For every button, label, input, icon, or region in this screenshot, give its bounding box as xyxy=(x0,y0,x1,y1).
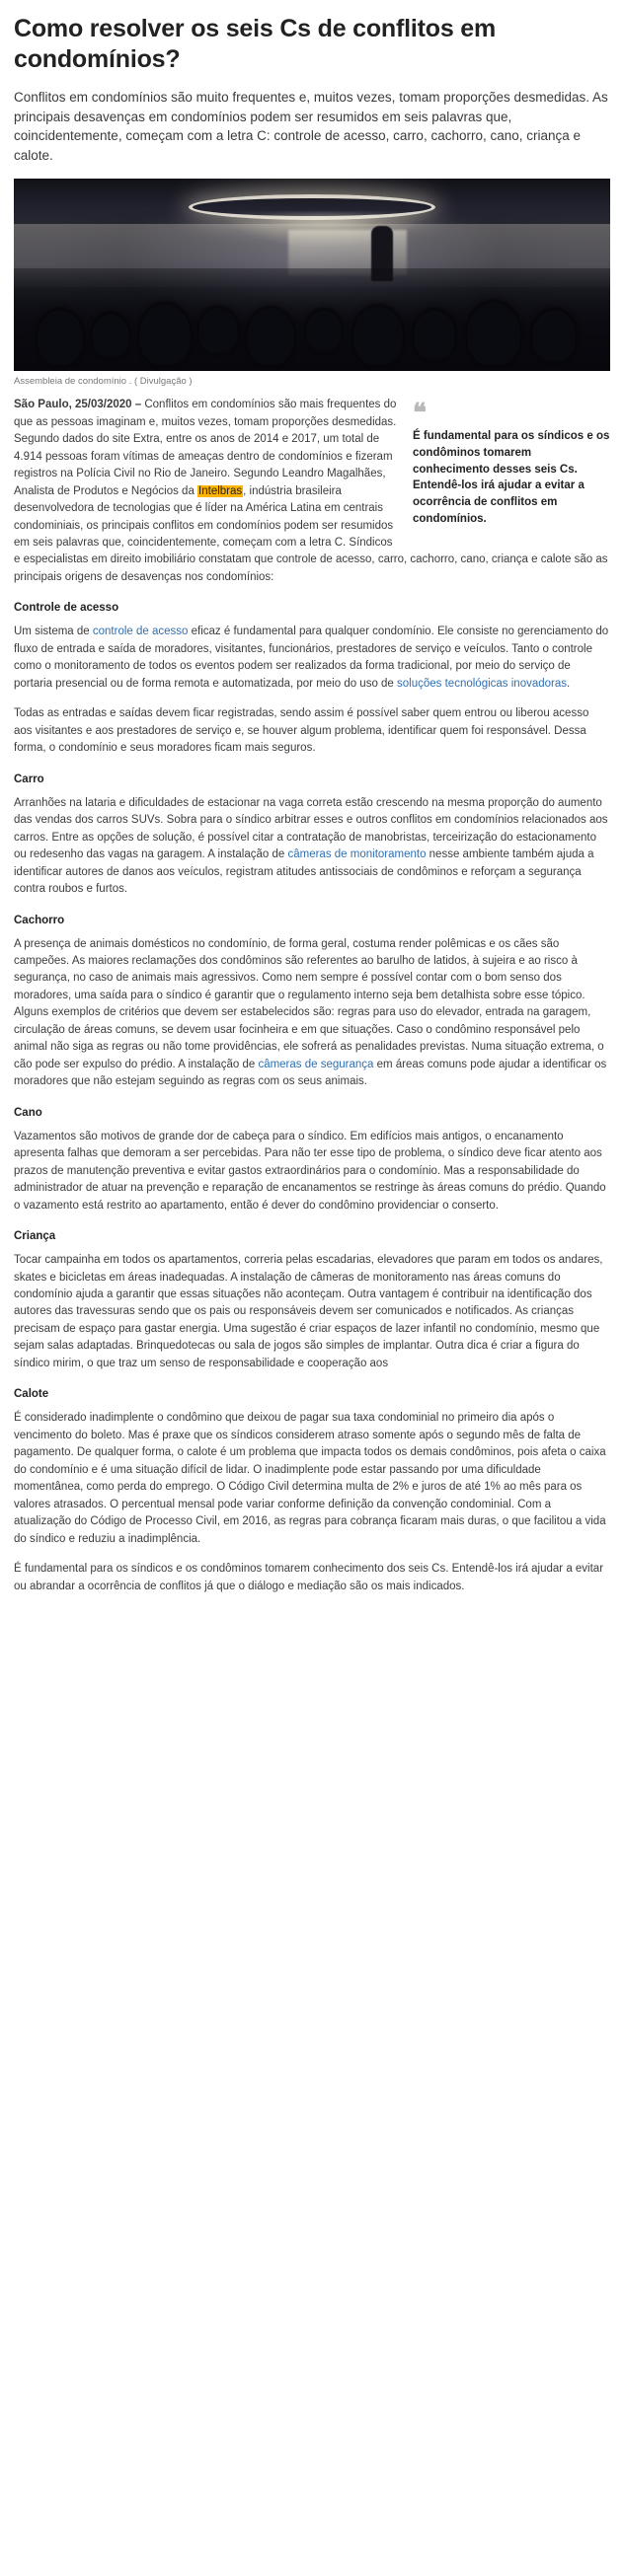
inline-link[interactable]: câmeras de monitoramento xyxy=(287,848,427,861)
audience-head xyxy=(532,310,576,361)
audience-head xyxy=(467,302,520,365)
audience-head xyxy=(247,308,294,365)
section-paragraph xyxy=(14,1561,610,1595)
section-heading: Cano xyxy=(14,1106,42,1119)
paragraph-text: É considerado inadimplente o condômino que deixou de pagar sua taxa condominial no primeiro dia após o vencimento do boleto. Mas é praxe que os síndicos considerem atraso somente após o segundo mês de falta de pagamento. De qualquer forma, o calote é um problema que impacta todos os demais condôminos, pois afeta o caixa do condomínio e é uma situação difícil de lidar. O inadimplente pode estar passando por uma dificuldade momentânea, como perda do emprego. O Código Civil determina multa de 2% e juros de até 1% ao mês para os valores atrasados. O percentual mensal pode variar conforme definição da convenção condominial. Com a atualização do Código de Processo Civil, em 2016, as regras para cobrança ficaram mais duras, o que facilitou a vida do síndico e reduziu a inadimplência. xyxy=(14,1412,606,1545)
article-figure xyxy=(14,179,610,387)
paragraph-text: Vazamentos são motivos de grande dor de cabeça para o síndico. Em edifícios mais antigos, o encanamento apresenta falhas que demoram a ser percebidas. Para não ter esse tipo de problema, o síndico deve ficar atento aos prazos de manutenção preventiva e evitar gastos extraordinários para o condomínio. Mas a responsabilidade do administrador de atuar na prevenção e reparação de encanamentos se restringe às áreas comuns do prédio. Quando o vazamento está restrito ao apartamento, então é dever do condômino providenciar o conserto. xyxy=(14,1130,606,1212)
audience-head xyxy=(38,310,83,365)
section-paragraph xyxy=(14,936,610,1091)
paragraph-text: É fundamental para os síndicos e os condôminos tomarem conhecimento dos seis Cs. Entendê-los irá ajudar a evitar ou abrandar a ocorrência de conflitos já que o diálogo e mediação são os mais indicados. xyxy=(14,1563,604,1592)
paragraph-text: Arranhões na lataria e dificuldades de estacionar na vaga correta estão crescendo na mesma proporção do aumento das vendas dos carros SUVs. Sobra para o síndico arbitrar esses e outros conflitos em condomínios relacionados aos carros. Entre as opções de solução, é possível citar a contratação de manobristas, terceirização do estacionamento ou redesenho das vagas na garagem. A instalação de xyxy=(14,796,608,861)
section-paragraph xyxy=(14,1129,610,1214)
paragraph-text: em áreas comuns pode ajudar a identificar os moradores que não estejam seguindo as regras com os seus animais. xyxy=(14,1058,607,1088)
section-heading: Controle de acesso xyxy=(14,602,119,615)
paragraph-text: Um sistema de xyxy=(14,626,93,638)
image-caption: Assembleia de condomínio . ( Divulgação ) xyxy=(14,376,193,388)
section-heading: Criança xyxy=(14,1230,56,1243)
article-sections xyxy=(14,602,610,1595)
inline-link[interactable]: controle de acesso xyxy=(92,626,189,638)
intro-text-part-2: , indústria brasileira desenvolvedora de tecnologias que é líder na América Latina em centrais condominiais, os principais conflitos em condomínios podem ser resumidos em seis palavras que, coincidentemente, começam com a letra C. Síndicos e especialistas em direito imobiliário constatam que controle de acesso, carro, cachorro, cano, criança e calote são as principais origens de desavenças nos condomínios: xyxy=(14,484,608,583)
article-lead: Conflitos em condomínios são muito frequentes e, muitos vezes, tomam proporções desmedidas. As principais desavenças em condomínios podem ser resumidos em seis palavras que, coincidentemente, começam com a letra C: controle de acesso, carro, cachorro, cano, criança e calote. xyxy=(14,90,608,163)
article-photo xyxy=(14,179,610,371)
section-paragraph xyxy=(14,705,610,757)
pullquote xyxy=(413,401,610,531)
section-paragraph xyxy=(14,1410,610,1548)
paragraph-text: . xyxy=(567,677,571,690)
audience-head xyxy=(306,310,342,351)
section-paragraph xyxy=(14,1252,610,1372)
paragraph-text: Tocar campainha em todos os apartamentos, correria pelas escadarias, elevadores que param em todos os andares, skates e bicicletas em áreas inadequadas. A instalação de câmeras de monitoramento nas áreas comuns do condomínio ajuda a garantir que essas situações não aconteçam. Outra vantagem é contribuir na identificação dos autores das travessuras sendo que os pais ou responsáveis devem ser comunicados e notificados. As crianças precisam de espaço para gastar energia. Uma sugestão é criar espaços de lazer infantil no condomínio, mesmo que sejam salas adaptadas. Brinquedotecas ou sala de jogos são simples de implantar. Outra dica é criar a figura do síndico mirim, o que traz um senso de responsabilidade e cooperação aos xyxy=(14,1254,603,1369)
dateline: São Paulo, 25/03/2020 – xyxy=(14,399,145,411)
quote-mark-icon: ❝ xyxy=(413,399,427,429)
article-body xyxy=(14,397,610,1608)
intro-text-part-1: Conflitos em condomínios são mais frequentes do que as pessoas imaginam e, muitos vezes, tomam proporções desmedidas. Segundo dados do site Extra, entre os anos de 2014 e 2017, um total de 4.914 pessoas foram vítimas de ameaças dentro de condomínios e fizeram registros na Polícia Civil no Rio de Janeiro. Segundo Leandro Magalhães, Analista de Produtos e Negócios da xyxy=(14,399,397,497)
paragraph-text: eficaz é fundamental para qualquer condomínio. Ele consiste no gerenciamento do fluxo de entrada e saída de moradores, visitantes, funcionários, prestadores de serviço e veículos. Tanto o controle como o monitoramento de todos os eventos podem ser realizados da forma tradicional, por meio do serviço de portaria presencial ou de forma remota e automatizada, por meio do uso de xyxy=(14,626,609,690)
photo-audience xyxy=(14,268,610,371)
section-heading: Cachorro xyxy=(14,914,65,926)
inline-link[interactable]: soluções tecnológicas inovadoras xyxy=(397,677,567,690)
paragraph-text: nesse ambiente também ajuda a identificar autores de danos aos veículos, registram atitudes antissociais de condôminos e reforçam a segurança contra roubos e furtos. xyxy=(14,848,594,896)
highlighted-term: Intelbras xyxy=(198,484,243,497)
inline-link[interactable]: câmeras de segurança xyxy=(258,1058,374,1070)
paragraph-text: Todas as entradas e saídas devem ficar registradas, sendo assim é possível saber quem entrou ou liberou acesso aos visitantes e aos prestadores de serviço e, se houver algum problema, identificar quem foi responsável. Dessa forma, o condomínio e seus moradores ficam mais seguros. xyxy=(14,707,589,755)
audience-head xyxy=(198,308,238,353)
audience-head xyxy=(353,306,403,365)
section-heading: Calote xyxy=(14,1388,49,1401)
paragraph-text: A presença de animais domésticos no condomínio, de forma geral, costuma render polêmicas e os cães são campeões. As maiores reclamações dos condôminos são referentes ao barulho de latidos, à sujeira e ao risco à segurança, no caso de animais mais agressivos. Como nem sempre é possível contar com o bom senso dos moradores, uma saída para o síndico é garantir que o regulamento interno seja bem detalhista sobre esse tópico. Alguns exemplos de critérios que devem ser estabelecidos são: regras para uso do elevador, entrada na garagem, circulação de áreas comuns, se devem usar focinheira e em que situações. Caso o condômino responsável pelo animal não siga as regras ou não tome providências, ele sofrerá as penalidades previstas. Numa situação extrema, o cão pode ser expulso do prédio. A instalação de xyxy=(14,937,604,1070)
section-paragraph xyxy=(14,795,610,899)
pullquote-text: É fundamental para os síndicos e os condôminos tomarem conhecimento desses seis Cs. Entendê-los irá ajudar a evitar a ocorrência de conflitos em condomínios. xyxy=(413,430,610,525)
section-heading: Carro xyxy=(14,773,44,785)
audience-head xyxy=(139,304,191,365)
audience-head xyxy=(92,314,129,357)
section-paragraph xyxy=(14,624,610,693)
audience-head xyxy=(414,310,455,359)
page-title: Como resolver os seis Cs de conflitos em condomínios? xyxy=(14,15,496,73)
